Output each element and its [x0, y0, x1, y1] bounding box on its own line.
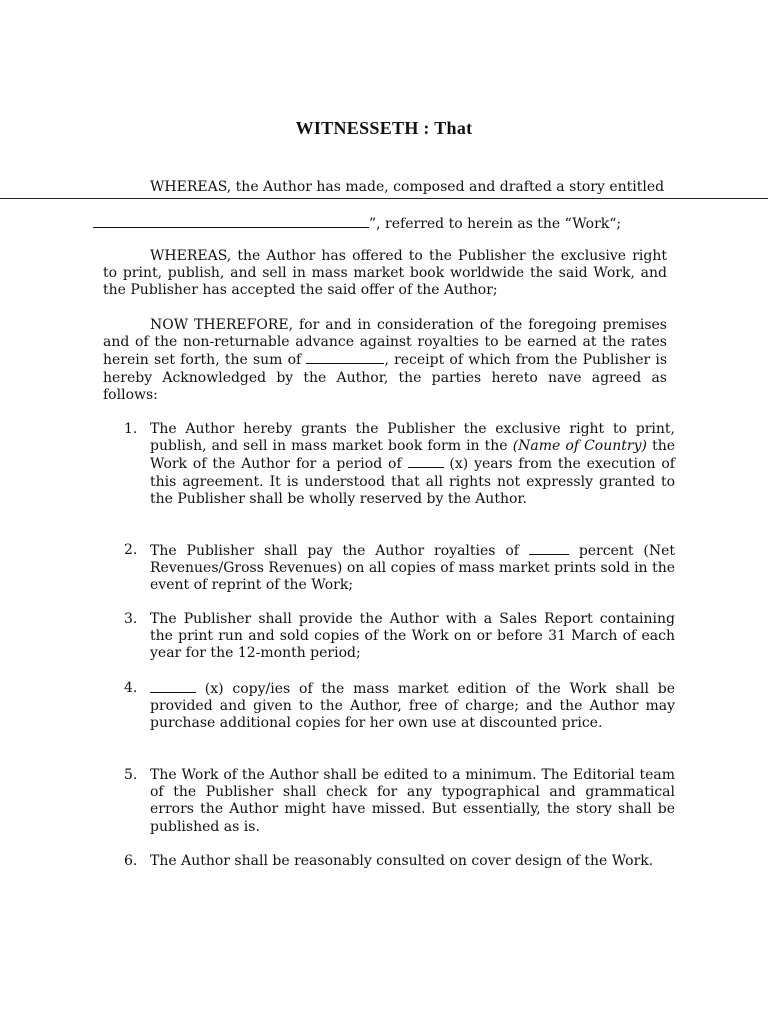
years-blank [408, 455, 444, 468]
copies-blank [150, 680, 196, 693]
clause-number: 3. [124, 611, 138, 627]
clause-1-text-c: (x) years from the execution of this agreement. It is understood that all rights not expressly granted to the Publisher shall be wholly reserved by the Author. [150, 456, 675, 507]
percent-blank [529, 542, 569, 555]
clause-2-text-b: percent (Net Revenues/Gross Revenues) on all copies of mass market prints sold in the event of reprint of the Work; [150, 543, 676, 594]
clause-text [150, 680, 675, 733]
clause-1-italic: (Name of Country) [512, 438, 647, 455]
sum-blank [306, 351, 384, 364]
clause-text: The Work of the Author shall be edited to a minimum. The Editorial team of the Publisher shall check for any typographical and grammatical errors the Author might have missed. But essentially, the story shall be published as is. [150, 767, 675, 835]
document-title: WITNESSETH : That [295, 118, 473, 138]
clause-number: 4. [124, 680, 138, 696]
clause-1-text-b: the Work of the Author for a period of [150, 438, 675, 473]
whereas-paragraph-1 [103, 179, 667, 196]
clause-number: 5. [124, 767, 138, 783]
story-title-blank [93, 214, 369, 228]
whereas-paragraph-2: WHEREAS, the Author has offered to the Publisher the exclusive right to print, publish, and sell in mass market book worldwide the said Work, and the Publisher has accepted the said offer of the Author; [103, 248, 667, 299]
clause-4-text: (x) copy/ies of the mass market edition of the Work shall be provided and given to the Author, free of charge; and the Author may purchase additional copies for her own use at discounted price. [150, 681, 675, 732]
clause-1-text-a: The Author hereby grants the Publisher the exclusive right to print, publish, and sell in mass market book form in the [150, 421, 675, 455]
whereas-1-tail: ”, referred to herein as the “Work“; [369, 216, 622, 232]
clause-text [150, 542, 675, 595]
whereas-paragraph-1-continuation [93, 214, 667, 233]
clause-number: 2. [124, 542, 138, 558]
horizontal-rule [0, 198, 768, 199]
clause-text: The Author shall be reasonably consulted on cover design of the Work. [150, 853, 654, 869]
clause-text [150, 421, 675, 508]
now-therefore-paragraph [103, 317, 667, 404]
now-therefore-text-a: NOW THEREFORE, for and in consideration of the foregoing premises and of the non-returnable advance against royalties to be earned at the rates herein set forth, the sum of [103, 317, 667, 369]
whereas-1-text: WHEREAS, the Author has made, composed and drafted a story entitled [150, 179, 665, 195]
now-therefore-text-b: , receipt of which from the Publisher is hereby Acknowledged by the Author, the parties hereto nave agreed as follows: [103, 352, 668, 403]
clause-number: 6. [124, 853, 138, 869]
clause-2-text-a: The Publisher shall pay the Author royalties of [150, 543, 519, 559]
clause-text: The Publisher shall provide the Author with a Sales Report containing the print run and sold copies of the Work on or before 31 March of each year for the 12-month period; [150, 611, 675, 662]
clause-number: 1. [124, 421, 138, 437]
